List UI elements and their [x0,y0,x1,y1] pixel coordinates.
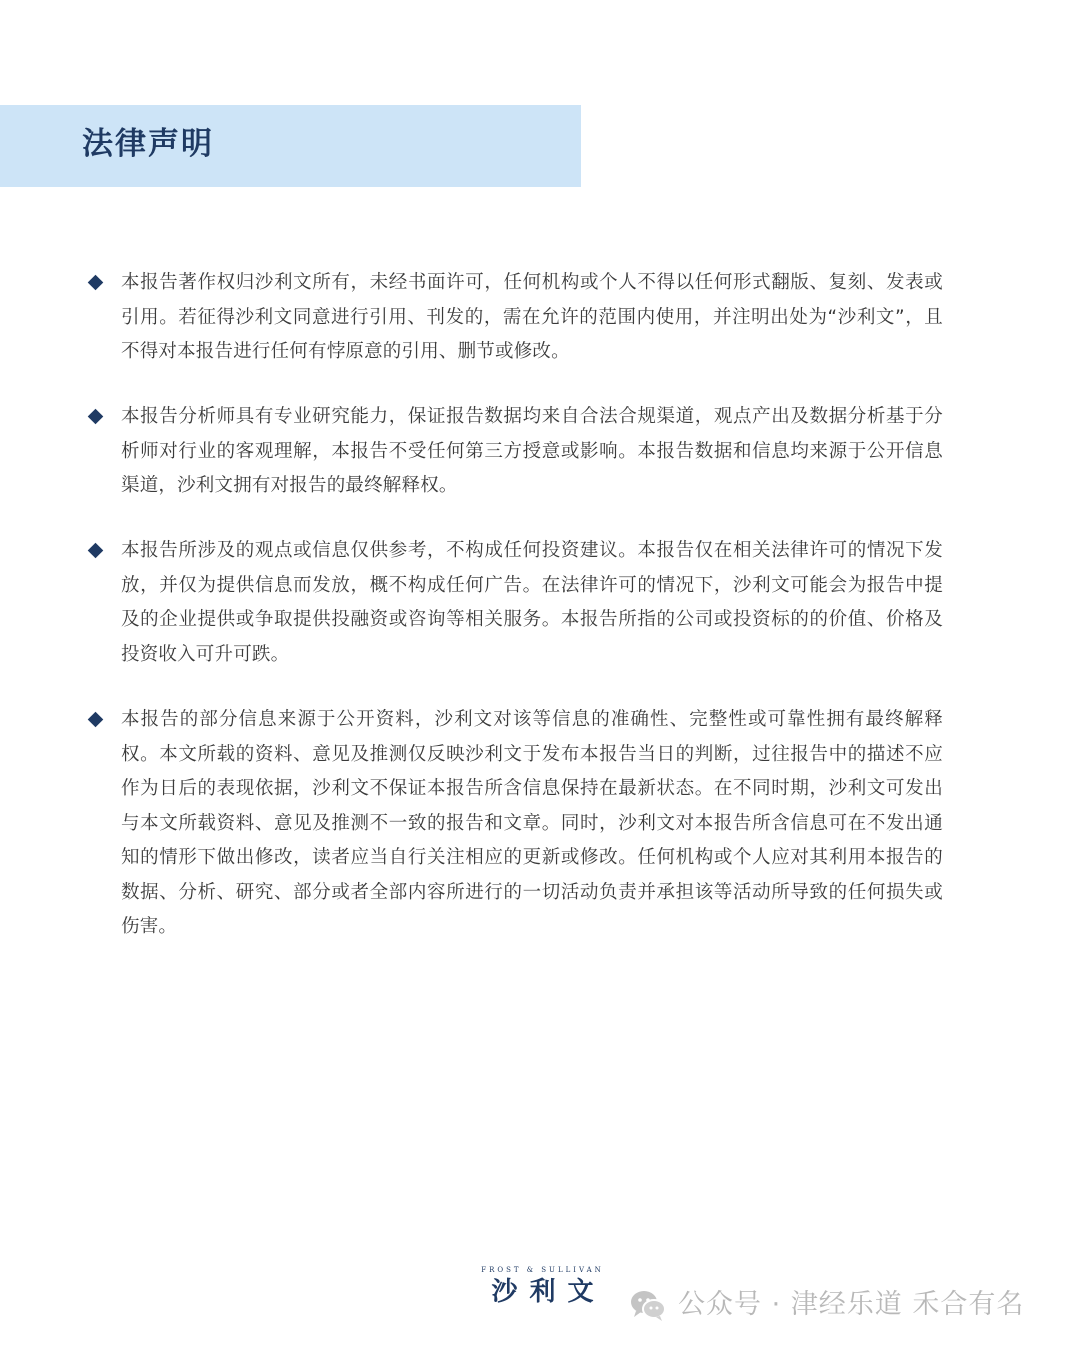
diamond-bullet-icon [88,712,104,728]
list-item-text: 本报告所涉及的观点或信息仅供参考，不构成任何投资建议。本报告仅在相关法律许可的情况下发放，并仅为提供信息而发放，概不构成任何广告。在法律许可的情况下，沙利文可能会为报告中提及的企业提供或争取提供投融资或咨询等相关服务。本报告所指的公司或投资标的的价值、价格及投资收入可升可跌。 [121,540,943,665]
wechat-icon [628,1285,668,1325]
logo-english-text: FROST & SULLIVAN [481,1266,604,1274]
list-item-text: 本报告的部分信息来源于公开资料，沙利文对该等信息的准确性、完整性或可靠性拥有最终解释权。本文所载的资料、意见及推测仅反映沙利文于发布本报告当日的判断，过往报告中的描述不应作为日后的表现依据，沙利文不保证本报告所含信息保持在最新状态。在不同时期，沙利文可发出与本文所载资料、意见及推测不一致的报告和文章。同时，沙利文对本报告所含信息可在不发出通知的情形下做出修改，读者应当自行关注相应的更新或修改。任何机构或个人应对其利用本报告的数据、分析、研究、部分或者全部内容所进行的一切活动负责并承担该等活动所导致的任何损失或伤害。 [121,709,943,937]
frost-sullivan-logo [470,1266,615,1312]
diamond-bullet-icon [88,275,104,291]
logo-chinese-text: 沙利文 [491,1277,606,1307]
watermark-text: 公众号 · 津经乐道 禾合有名 [678,1289,1025,1320]
diamond-bullet-icon [88,409,104,425]
wechat-watermark [628,1285,1024,1325]
page-title: 法律声明 [82,126,214,162]
list-item-text: 本报告著作权归沙利文所有，未经书面许可，任何机构或个人不得以任何形式翻版、复刻、发表或引用。若征得沙利文同意进行引用、刊发的，需在允许的范围内使用，并注明出处为“沙利文”，且不得对本报告进行任何有悖原意的引用、删节或修改。 [121,272,943,362]
diamond-bullet-icon [88,543,104,559]
list-item-text: 本报告分析师具有专业研究能力，保证报告数据均来自合法合规渠道，观点产出及数据分析基于分析师对行业的客观理解，本报告不受任何第三方授意或影响。本报告数据和信息均来源于公开信息渠道，沙利文拥有对报告的最终解释权。 [121,406,943,496]
